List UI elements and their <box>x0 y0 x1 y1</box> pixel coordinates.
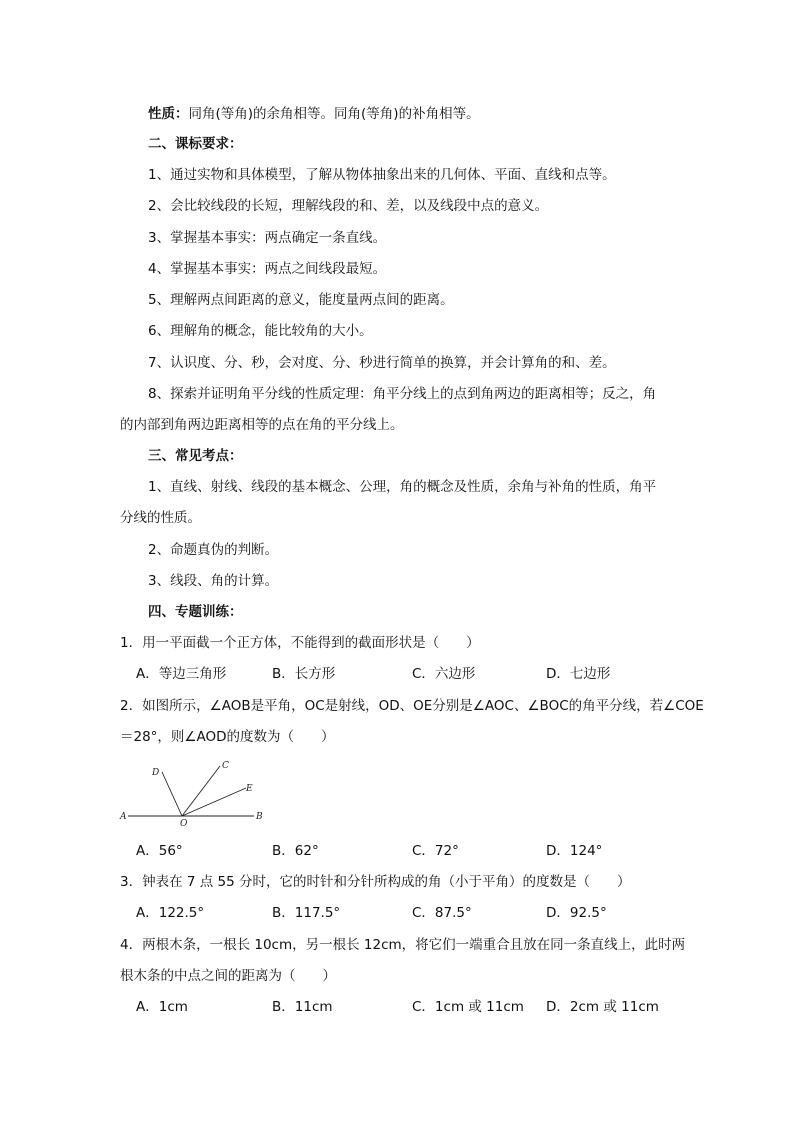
q4-option-d: D．2cm 或 11cm <box>546 999 659 1015</box>
section3-item-2: 2、命题真伪的判断。 <box>148 542 279 558</box>
section3-item-3: 3、线段、角的计算。 <box>148 573 279 589</box>
section3-heading: 三、常见考点： <box>148 448 243 464</box>
section2-item-7: 7、认识度、分、秒，会对度、分、秒进行简单的换算，并会计算角的和、差。 <box>148 355 616 371</box>
q1-stem: 1．用一平面截一个正方体，不能得到的截面形状是（ ） <box>120 635 480 651</box>
q4-stem-line2: 根木条的中点之间的距离为（ ） <box>120 968 336 984</box>
section2-heading: 二、课标要求： <box>148 136 243 152</box>
section2-item-3: 3、掌握基本事实：两点确定一条直线。 <box>148 230 387 246</box>
q2-option-d: D．124° <box>546 843 603 859</box>
q3-option-c: C．87.5° <box>412 905 472 921</box>
q1-option-a: A．等边三角形 <box>136 666 227 682</box>
q3-option-b: B．117.5° <box>272 905 341 921</box>
q2-option-b: B．62° <box>272 843 319 859</box>
q3-stem: 3．钟表在 7 点 55 分时，它的时针和分针所构成的角（小于平角）的度数是（ ） <box>120 874 631 890</box>
q3-option-d: D．92.5° <box>546 905 607 921</box>
q4-option-a: A．1cm <box>136 999 188 1015</box>
ray-oc <box>182 766 220 816</box>
section2-item-5: 5、理解两点间距离的意义，能度量两点间的距离。 <box>148 292 454 308</box>
q1-option-b: B．长方形 <box>272 666 336 682</box>
q3-option-a: A．122.5° <box>136 905 205 921</box>
label-b: B <box>256 812 263 822</box>
section2-item-4: 4、掌握基本事实：两点之间线段最短。 <box>148 261 387 277</box>
section2-item-8-line1: 8、探索并证明角平分线的性质定理：角平分线上的点到角两边的距离相等；反之，角 <box>148 386 657 402</box>
ray-oe <box>182 788 246 816</box>
section4-heading: 四、专题训练： <box>148 604 243 620</box>
properties-text: 同角(等角)的余角相等。同角(等角)的补角相等。 <box>188 106 480 122</box>
q2-stem-line1: 2．如图所示，∠AOB是平角，OC是射线，OD、OE分别是∠AOC、∠BOC的角平分线，若∠COE <box>120 698 704 714</box>
q1-option-d: D．七边形 <box>546 666 611 682</box>
section3-item-1-line1: 1、直线、射线、线段的基本概念、公理，角的概念及性质，余角与补角的性质，角平 <box>148 479 657 495</box>
properties-line <box>148 104 480 124</box>
section2-item-1: 1、通过实物和具体模型，了解从物体抽象出来的几何体、平面、直线和点等。 <box>148 167 616 183</box>
label-o: O <box>180 819 188 828</box>
section2-item-8-line2: 的内部到角两边距离相等的点在角的平分线上。 <box>120 417 404 433</box>
q2-option-a: A．56° <box>136 843 183 859</box>
q1-option-c: C．六边形 <box>412 666 476 682</box>
label-a: A <box>120 812 127 822</box>
label-c: C <box>222 761 229 771</box>
q4-stem-line1: 4．两根木条，一根长 10cm，另一根长 12cm，将它们一端重合且放在同一条直线上，此时两 <box>120 937 686 953</box>
q2-stem-line2: ＝28°，则∠AOD的度数为（ ） <box>120 729 335 745</box>
section2-item-2: 2、会比较线段的长短，理解线段的和、差，以及线段中点的意义。 <box>148 198 549 214</box>
angle-figure <box>118 758 268 828</box>
q4-option-c: C．1cm 或 11cm <box>412 999 524 1015</box>
section2-item-6: 6、理解角的概念，能比较角的大小。 <box>148 323 373 339</box>
label-e: E <box>246 784 253 794</box>
section3-item-1-line2: 分线的性质。 <box>120 510 201 526</box>
q4-option-b: B．11cm <box>272 999 333 1015</box>
properties-label: 性质： <box>148 106 189 122</box>
label-d: D <box>152 768 160 778</box>
q2-option-c: C．72° <box>412 843 459 859</box>
ray-od <box>162 772 182 816</box>
